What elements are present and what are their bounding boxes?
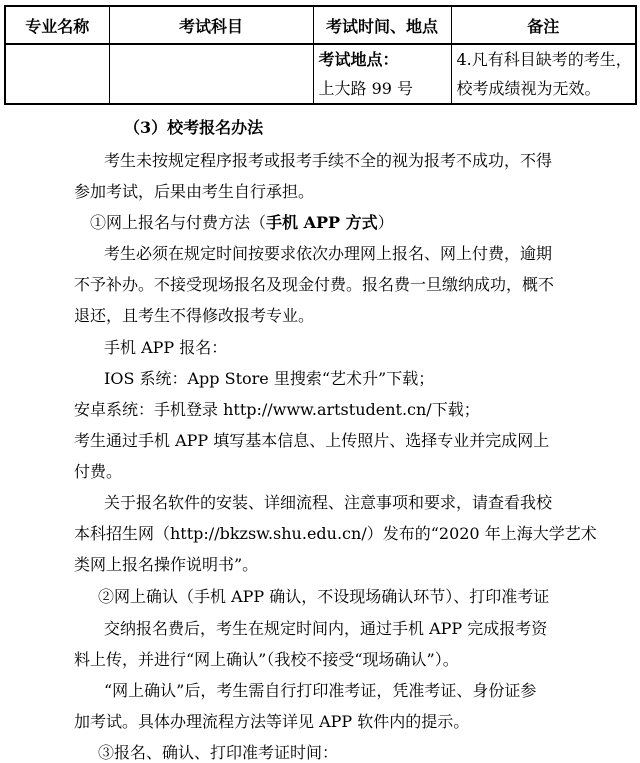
paragraph-6-line-1: “网上确认”后，考生需自行打印准考证，凭准考证、身份证参 — [104, 681, 537, 700]
paragraph-1-line-2: 参加考试，后果由考生自行承担。 — [74, 182, 315, 201]
cell-major — [5, 44, 109, 104]
app-title: 手机 APP 报名： — [104, 338, 228, 357]
note-line-2: 校考成绩视为无效。 — [456, 79, 601, 98]
paragraph-4-line-3: 类网上报名操作说明书”。 — [74, 555, 259, 574]
table-header-row — [5, 6, 636, 44]
paragraph-5-line-1: 交纳报名费后，考生在规定时间内，通过手机 APP 完成报考资 — [104, 619, 548, 638]
header-major: 专业名称 — [5, 6, 109, 44]
paragraph-3-line-2: 付费。 — [74, 462, 123, 481]
paragraph-3-line-1: 考生通过手机 APP 填写基本信息、上传照片、选择专业并完成网上 — [74, 431, 550, 450]
cell-note — [451, 44, 636, 104]
table-row — [5, 44, 636, 104]
paragraph-2-line-1: 考生必须在规定时间按要求依次办理网上报名、网上付费，逾期 — [104, 244, 553, 263]
location-value: 上大路 99 号 — [318, 79, 414, 98]
paragraph-5-line-2: 料上传，并进行“网上确认”（我校不接受“现场确认”）。 — [74, 650, 459, 669]
cell-subject — [109, 44, 313, 104]
header-subject: 考试科目 — [109, 6, 313, 44]
exam-table — [4, 5, 637, 105]
note-line-1: 4.凡有科目缺考的考生， — [456, 50, 632, 69]
paragraph-4-line-1: 关于报名软件的安装、详细流程、注意事项和要求，请查看我校 — [104, 493, 553, 512]
subsection-3-title: ③报名、确认、打印准考证时间： — [98, 743, 339, 762]
paragraph-2-line-3: 退还，且考生不得修改报考专业。 — [74, 306, 315, 325]
ios-instructions: IOS 系统：App Store 里搜索“艺术升”下载； — [104, 369, 435, 388]
subsection-2-title: ②网上确认（手机 APP 确认，不设现场确认环节）、打印准考证 — [98, 587, 550, 606]
cell-time-location — [313, 44, 451, 104]
paragraph-1-line-1: 考生未按规定程序报考或报考手续不全的视为报考不成功，不得 — [104, 151, 553, 170]
location-label: 考试地点： — [318, 50, 399, 69]
subsection-1-title: ①网上报名与付费方法（手机 APP 方式） — [90, 213, 394, 232]
section-title: （3）校考报名办法 — [124, 118, 264, 137]
android-instructions: 安卓系统：手机登录 http://www.artstudent.cn/下载； — [74, 400, 480, 419]
paragraph-2-line-2: 不予补办。不接受现场报名及现金付费。报名费一旦缴纳成功，概不 — [74, 275, 555, 294]
header-note: 备注 — [451, 6, 636, 44]
paragraph-4-line-2: 本科招生网（http://bkzsw.shu.edu.cn/）发布的“2020 年上海大学艺术 — [74, 524, 597, 543]
header-time-location: 考试时间、地点 — [313, 6, 451, 44]
paragraph-6-line-2: 加考试。具体办理流程方法等详见 APP 软件内的提示。 — [74, 712, 470, 731]
